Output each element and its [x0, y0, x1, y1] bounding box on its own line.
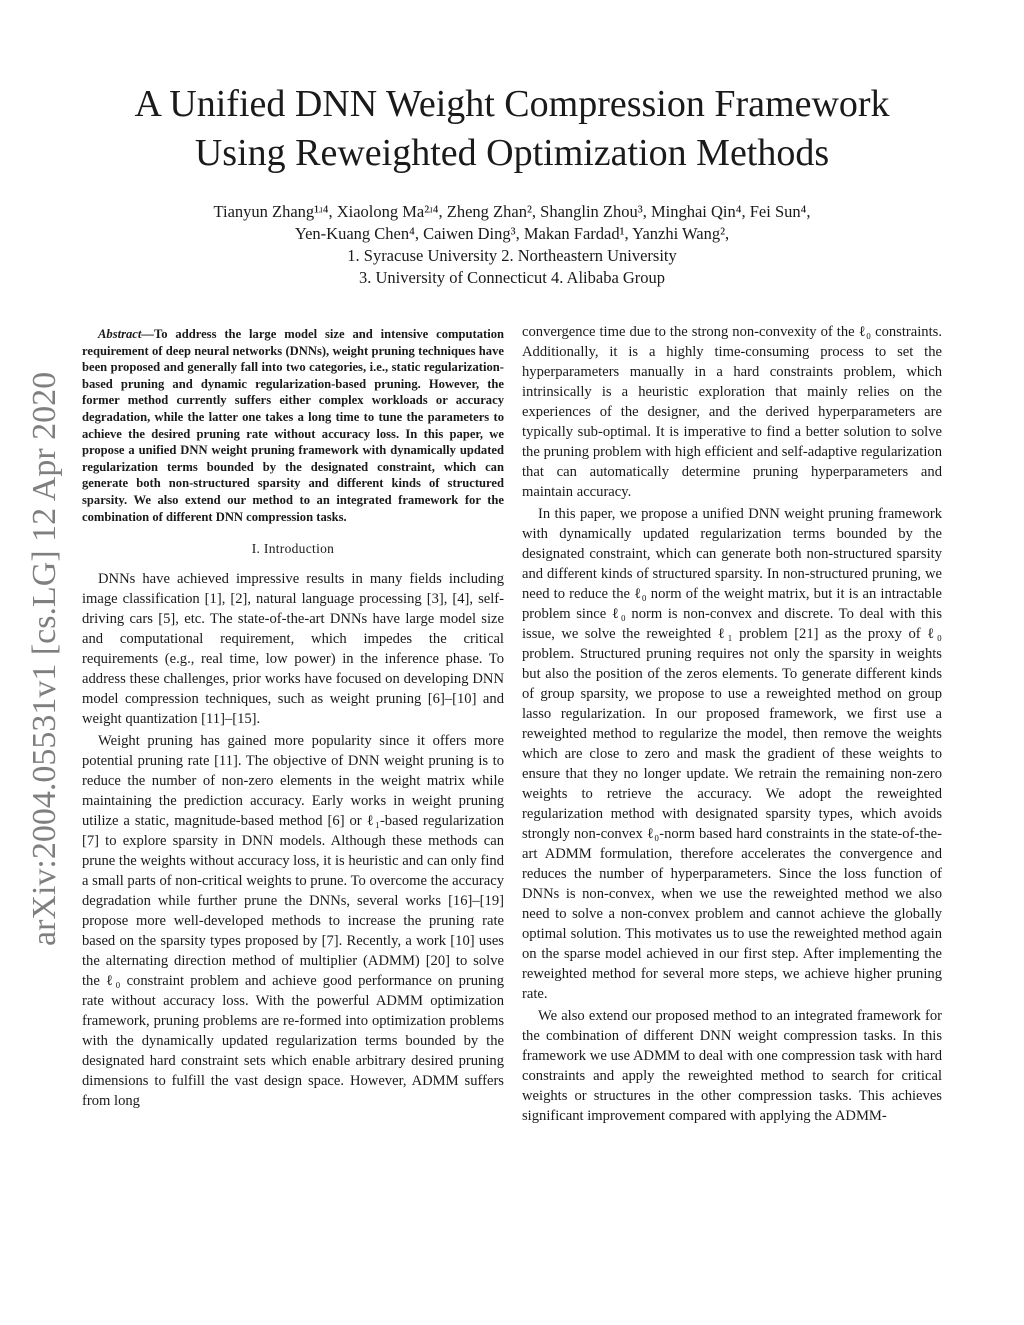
paper-title: [80, 80, 944, 178]
intro-paragraph-1: DNNs have achieved impressive results in many fields including image classification [1], [2], natural language processing [3], [4], self-driving cars [5], etc. The state-of-the-art DNNs have large model size and computational requirement, which impedes the critical requirements (e.g., real time, low power) in the inference phase. To address these challenges, prior works have focused on developing DNN model compression techniques, such as weight pruning [6]–[10] and weight quantization [11]–[15].: [82, 571, 504, 728]
affiliations-line-2: 3. University of Connecticut 4. Alibaba Group: [358, 268, 666, 287]
paper-title-line-1: A Unified DNN Weight Compression Framework: [134, 83, 890, 125]
intro-paragraph-2: Weight pruning has gained more popularity since it offers more potential pruning rate [11]. The objective of DNN weight pruning is to reduce the number of non-zero elements in the weight matrix while maintaining the prediction accuracy. Early works in weight pruning utilize a static, magnitude-based method [6] or ℓ₁-based regularization [7] to explore sparsity in DNN models. Although these methods can prune the weights without accuracy loss, it is heuristic and can only find a small parts of non-critical weights to prune. To overcome the accuracy degradation while further prune the DNNs, several works [16]–[19] propose more well-developed methods to increase the pruning rate based on the sparsity types proposed by [7]. Recently, a work [10] uses the alternating direction method of multiplier (ADMM) [20] to solve the ℓ₀ constraint problem and achieve good performance on pruning rate without accuracy loss. With the powerful ADMM optimization framework, pruning problems are re-formed into optimization problems with the dynamically updated regularization terms bounded by the designated hard constraint sets which enable arbitrary desired pruning dimensions to fulfill the vast design space. However, ADMM suffers from long: [82, 733, 504, 1110]
intro-paragraph-3: convergence time due to the strong non-convexity of the ℓ₀ constraints. Additionally, it is a highly time-consuming process to set the hyperparameters manually in a hard constraints problem, which intrinsically is a heuristic exploration that mainly relies on the experiences of the designer, and the derived hyperparameters are typically sub-optimal. It is imperative to find a better solution to solve the pruning problem with high efficient and self-adaptive regularization that can automatically determine pruning hyperparameters and maintain accuracy.: [522, 324, 942, 500]
section-heading-introduction: I. Introduction: [251, 541, 335, 557]
author-list-line-1: Tianyun Zhang¹ʴ⁴, Xiaolong Ma²ʴ⁴, Zheng Zhan², Shanglin Zhou³, Minghai Qin⁴, Fei Sun⁴,: [213, 202, 811, 221]
abstract-text: To address the large model size and intensive computation requirement of deep neural networks (DNNs), weight pruning techniques have been proposed and generally fall into two categories, i.e., static regularization-based pruning and dynamic regularization-based pruning. However, the former method currently suffers either complex workloads or accuracy degradation, while the latter one takes a long time to tune the parameters to achieve the desired pruning rate without accuracy loss. In this paper, we propose a unified DNN weight pruning framework with dynamically updated regularization terms bounded by the designated constraint, which can generate both non-structured sparsity and different kinds of structured sparsity. We also extend our method to an integrated framework for the combination of different DNN compression tasks.: [82, 327, 504, 524]
right-column: [522, 322, 942, 1128]
intro-paragraph-4: In this paper, we propose a unified DNN weight pruning framework with dynamically updated regularization terms bounded by the designated constraint, which can generate both non-structured sparsity and different kinds of structured sparsity. In non-structured pruning, we need to reduce the ℓ₀ norm of the weight matrix, but it is an intractable problem since ℓ₀ norm is non-convex and discrete. To deal with this issue, we solve the reweighted ℓ₁ problem [21] as the proxy of ℓ₀ problem. Structured pruning requires not only the sparsity in weights but also the position of the zeros elements. To generate different kinds of group sparsity, we propose to use a reweighted method on group lasso regularization. In our proposed framework, we first use a reweighted method to regularize the model, then remove the weights which are close to zero and mask the gradient of these weights to ensure that they no longer update. We retrain the remaining non-zero weights to retrieve the accuracy. We adopt the reweighted regularization method with designated sparsity types, which avoids strongly non-convex ℓ₀-norm based hard constraints in the state-of-the-art ADMM formulation, therefore accelerates the convergence and reduces the number of hyperparameters. Since the loss function of DNNs is non-convex, when we use the reweighted method we also need to solve a non-convex problem and cannot achieve the globally optimal solution. This motivates us to use the reweighted method again on the sparse model achieved in our first step. After implementing the reweighted method for several more steps, we achieve higher pruning rate.: [522, 506, 942, 1002]
affiliations-line-1: 1. Syracuse University 2. Northeastern University: [347, 246, 677, 265]
arxiv-identifier-stamp: [20, 346, 70, 946]
abstract: [82, 326, 504, 525]
paper-title-line-2: Using Reweighted Optimization Methods: [194, 132, 830, 174]
intro-paragraph-5: We also extend our proposed method to an integrated framework for the combination of different DNN weight compression tasks. In this framework we use ADMM to deal with one compression task with hard constraints and apply the reweighted method to search for critical weights or structures in the other compression tasks. This achieves significant improvement compared with applying the ADMM-: [522, 1008, 942, 1124]
author-list-line-2: Yen-Kuang Chen⁴, Caiwen Ding³, Makan Fardad¹, Yanzhi Wang²,: [294, 224, 730, 243]
arxiv-identifier-text: arXiv:2004.05531v1 [cs.LG] 12 Apr 2020: [26, 371, 63, 946]
author-block: [80, 201, 944, 289]
left-column: [82, 322, 504, 1113]
abstract-label: Abstract—: [98, 327, 154, 341]
